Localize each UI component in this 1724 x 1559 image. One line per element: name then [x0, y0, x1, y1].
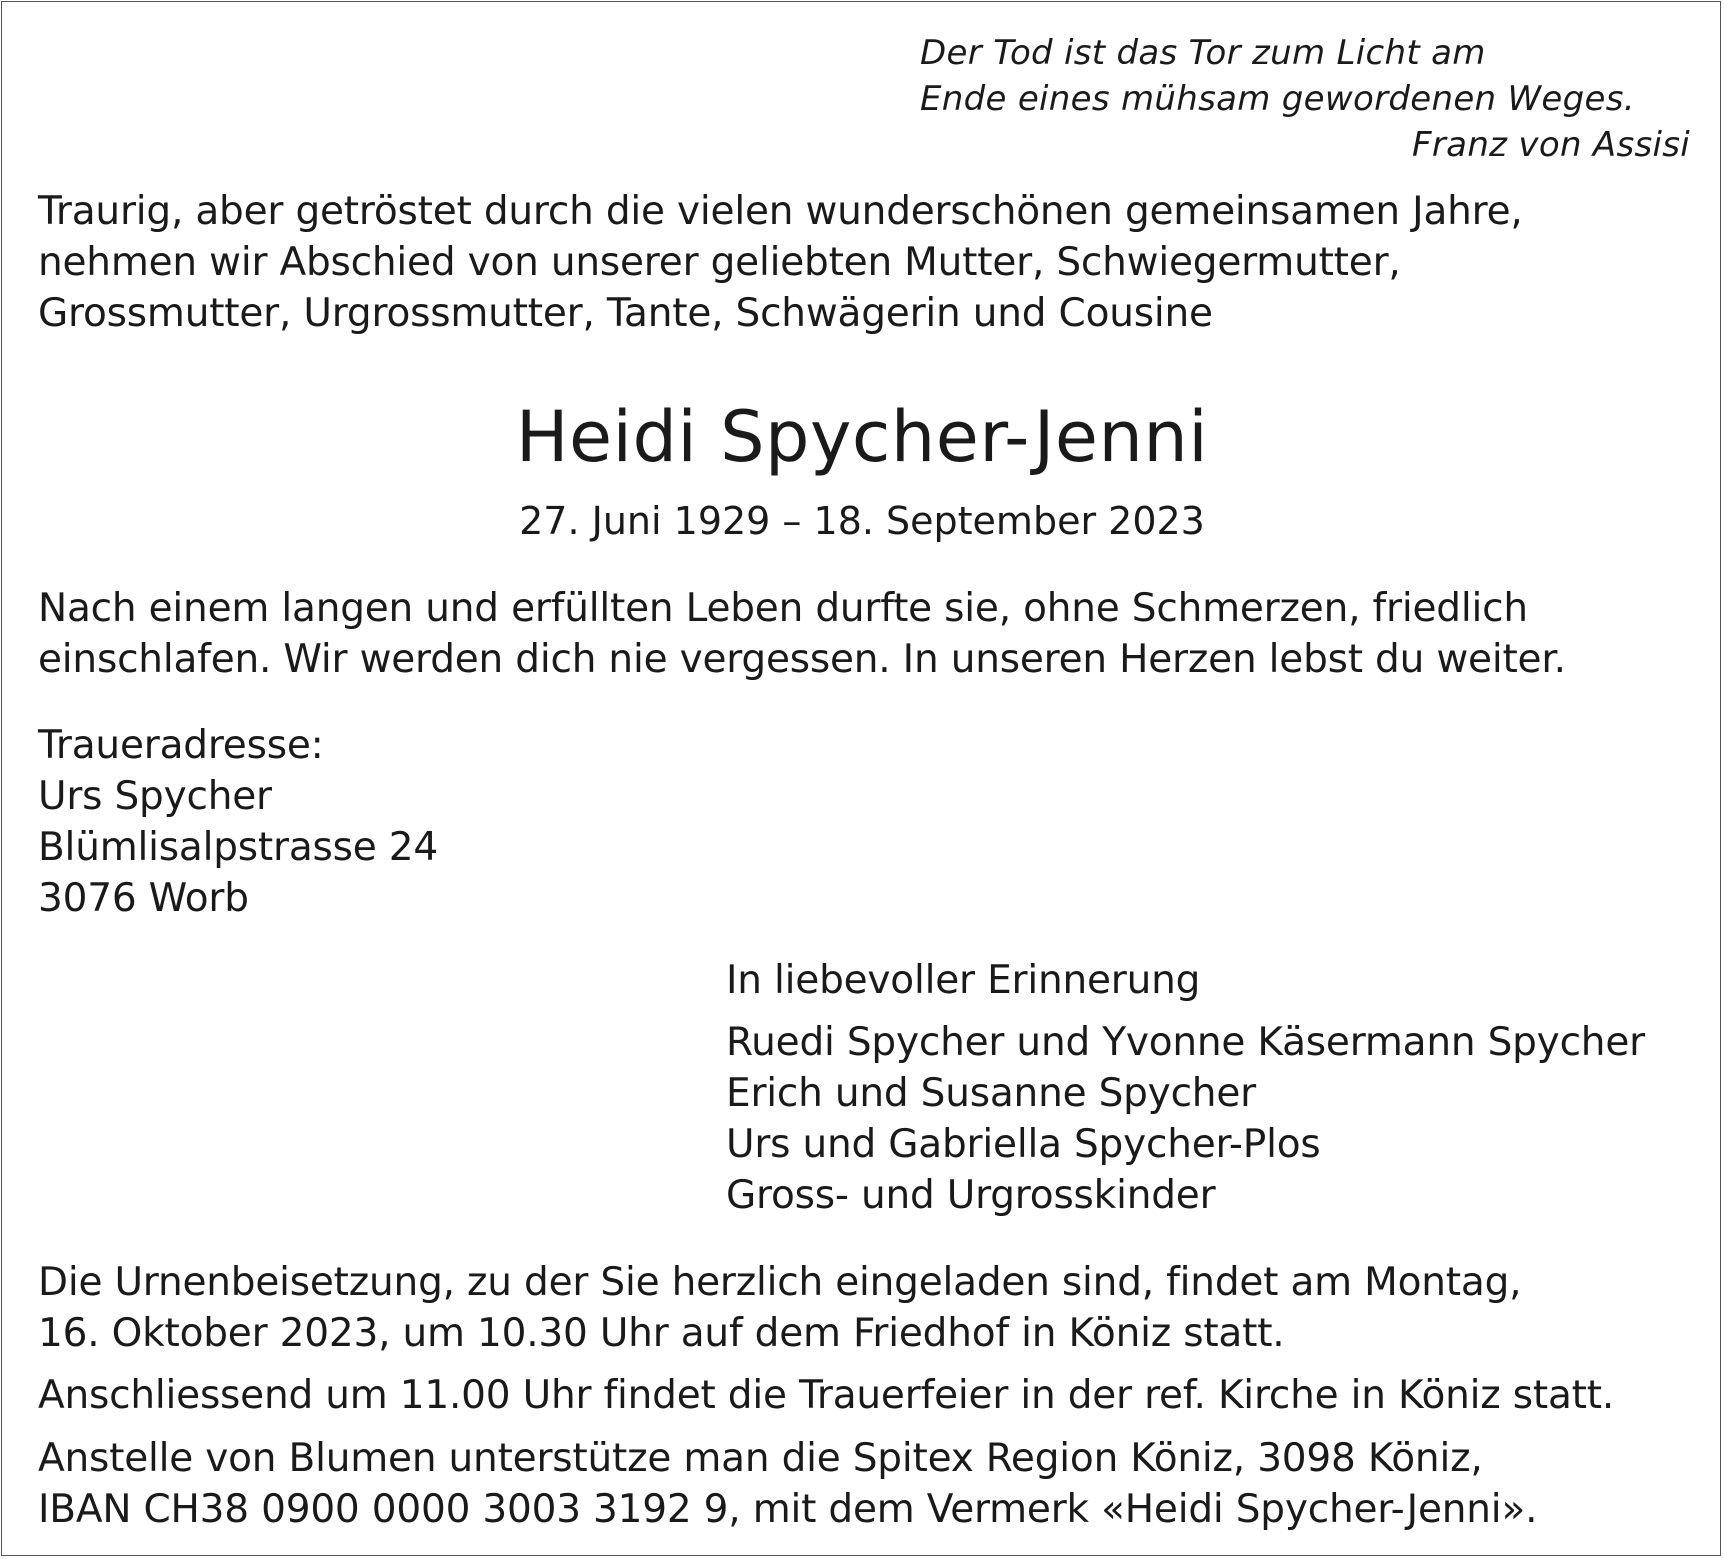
mourner-name: Erich und Susanne Spycher [726, 1071, 1256, 1116]
donation-line: IBAN CH38 0900 0000 3003 3192 9, mit dem Vermerk «Heidi Spycher-Jenni». [38, 1487, 1538, 1532]
mourners-heading: In liebevoller Erinnerung [726, 958, 1201, 1003]
mourner-name: Ruedi Spycher und Yvonne Käsermann Spycher [726, 1020, 1645, 1065]
address-street: Blümlisalpstrasse 24 [38, 825, 438, 870]
epigraph-quote [920, 30, 1690, 168]
life-paragraph [38, 583, 1688, 685]
mourning-address [38, 720, 438, 924]
service-paragraph [38, 1370, 1688, 1421]
quote-line: Der Tod ist das Tor zum Licht am [920, 33, 1486, 73]
mourner-name: Gross- und Urgrosskinder [726, 1173, 1216, 1218]
address-label: Traueradresse: [38, 723, 324, 768]
quote-line: Ende eines mühsam gewordenen Weges. [920, 79, 1635, 119]
intro-line: nehmen wir Abschied von unserer geliebten Mutter, Schwiegermutter, [38, 240, 1401, 285]
intro-paragraph [38, 186, 1688, 339]
quote-author: Franz von Assisi [1412, 125, 1690, 165]
ceremony-line: Die Urnenbeisetzung, zu der Sie herzlich eingeladen sind, findet am Montag, [38, 1260, 1522, 1305]
intro-line: Traurig, aber getröstet durch die vielen wunderschönen gemeinsamen Jahre, [38, 189, 1523, 234]
intro-line: Grossmutter, Urgrossmutter, Tante, Schwägerin und Cousine [38, 291, 1213, 336]
mourners-list [726, 1017, 1645, 1221]
address-city: 3076 Worb [38, 876, 249, 921]
ceremony-paragraph [38, 1257, 1688, 1359]
address-name: Urs Spycher [38, 774, 272, 819]
deceased-name: Heidi Spycher-Jenni [515, 396, 1209, 478]
mourner-name: Urs und Gabriella Spycher-Plos [726, 1122, 1321, 1167]
service-line: Anschliessend um 11.00 Uhr findet die Trauerfeier in der ref. Kirche in Köniz statt. [38, 1373, 1615, 1418]
donation-line: Anstelle von Blumen unterstütze man die Spitex Region Köniz, 3098 Köniz, [38, 1436, 1483, 1481]
life-line: einschlafen. Wir werden dich nie vergessen. In unseren Herzen lebst du weiter. [38, 637, 1566, 682]
ceremony-line: 16. Oktober 2023, um 10.30 Uhr auf dem Friedhof in Köniz statt. [38, 1311, 1285, 1356]
donation-paragraph [38, 1433, 1688, 1535]
life-dates: 27. Juni 1929 – 18. September 2023 [519, 499, 1205, 543]
life-line: Nach einem langen und erfüllten Leben durfte sie, ohne Schmerzen, friedlich [38, 586, 1528, 631]
